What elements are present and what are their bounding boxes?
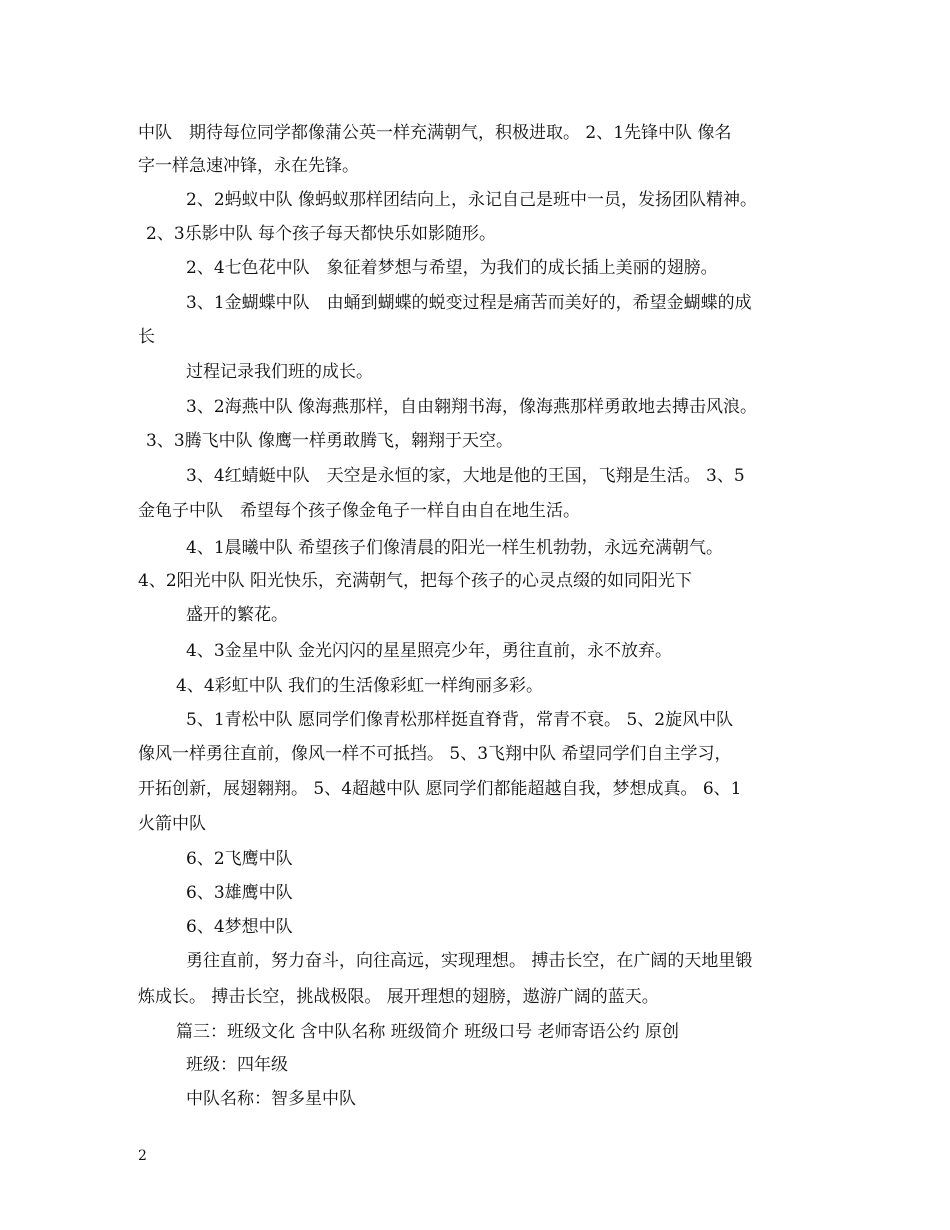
text-line: 4、3金星中队 金光闪闪的星星照亮少年，勇往直前，永不放弃。 — [186, 641, 673, 661]
text-line: 中队 期待每位同学都像蒲公英一样充满朝气，积极进取。 2、1先锋中队 像名 — [138, 123, 732, 143]
text-line: 3、3腾飞中队 像鹰一样勇敢腾飞，翱翔于天空。 — [146, 431, 514, 451]
text-line: 班级：四年级 — [186, 1055, 288, 1075]
text-line: 5、1青松中队 愿同学们像青松那样挺直脊背，常青不衰。 5、2旋风中队 — [186, 710, 734, 730]
text-line: 金龟子中队 希望每个孩子像金龟子一样自由自在地生活。 — [138, 501, 580, 521]
text-line: 盛开的繁花。 — [186, 605, 288, 625]
text-line: 炼成长。 搏击长空，挑战极限。 展开理想的翅膀，遨游广阔的蓝天。 — [138, 987, 659, 1007]
text-line: 4、4彩虹中队 我们的生活像彩虹一样绚丽多彩。 — [176, 676, 544, 696]
text-line: 6、4梦想中队 — [186, 917, 293, 937]
text-line: 过程记录我们班的成长。 — [186, 362, 373, 382]
text-line: 2、3乐影中队 每个孩子每天都快乐如影随形。 — [146, 224, 497, 244]
text-line: 长 — [138, 327, 155, 347]
text-line: 4、1晨曦中队 希望孩子们像清晨的阳光一样生机勃勃，永远充满朝气。 — [186, 538, 724, 558]
text-line: 勇往直前，努力奋斗，向往高远，实现理想。 搏击长空，在广阔的天地里锻 — [186, 951, 753, 971]
text-line: 3、1金蝴蝶中队 由蛹到蝴蝶的蜕变过程是痛苦而美好的，希望金蝴蝶的成 — [186, 293, 752, 313]
text-line: 3、2海燕中队 像海燕那样，自由翱翔书海，像海燕那样勇敢地去搏击风浪。 — [186, 397, 758, 417]
text-line: 2、4七色花中队 象征着梦想与希望，为我们的成长插上美丽的翅膀。 — [186, 258, 718, 278]
text-line: 开拓创新，展翅翱翔。 5、4超越中队 愿同学们都能超越自我，梦想成真。 6、1 — [138, 779, 742, 799]
section-heading: 篇三：班级文化 含中队名称 班级简介 班级口号 老师寄语公约 原创 — [176, 1022, 680, 1042]
text-line: 4、2阳光中队 阳光快乐，充满朝气，把每个孩子的心灵点缀的如同阳光下 — [138, 571, 693, 591]
text-line: 2、2蚂蚁中队 像蚂蚁那样团结向上，永记自己是班中一员，发扬团队精神。 — [186, 190, 758, 210]
text-line: 火箭中队 — [138, 814, 206, 834]
text-line: 3、4红蜻蜓中队 天空是永恒的家，大地是他的王国，飞翔是生活。 3、5 — [186, 466, 745, 486]
text-line: 6、2飞鹰中队 — [186, 849, 293, 869]
text-line: 字一样急速冲锋，永在先锋。 — [138, 156, 359, 176]
text-line: 6、3雄鹰中队 — [186, 883, 293, 903]
page-number: 2 — [138, 1148, 147, 1164]
text-line: 像风一样勇往直前，像风一样不可抵挡。 5、3飞翔中队 希望同学们自主学习， — [138, 744, 732, 764]
text-line: 中队名称：智多星中队 — [186, 1089, 356, 1109]
